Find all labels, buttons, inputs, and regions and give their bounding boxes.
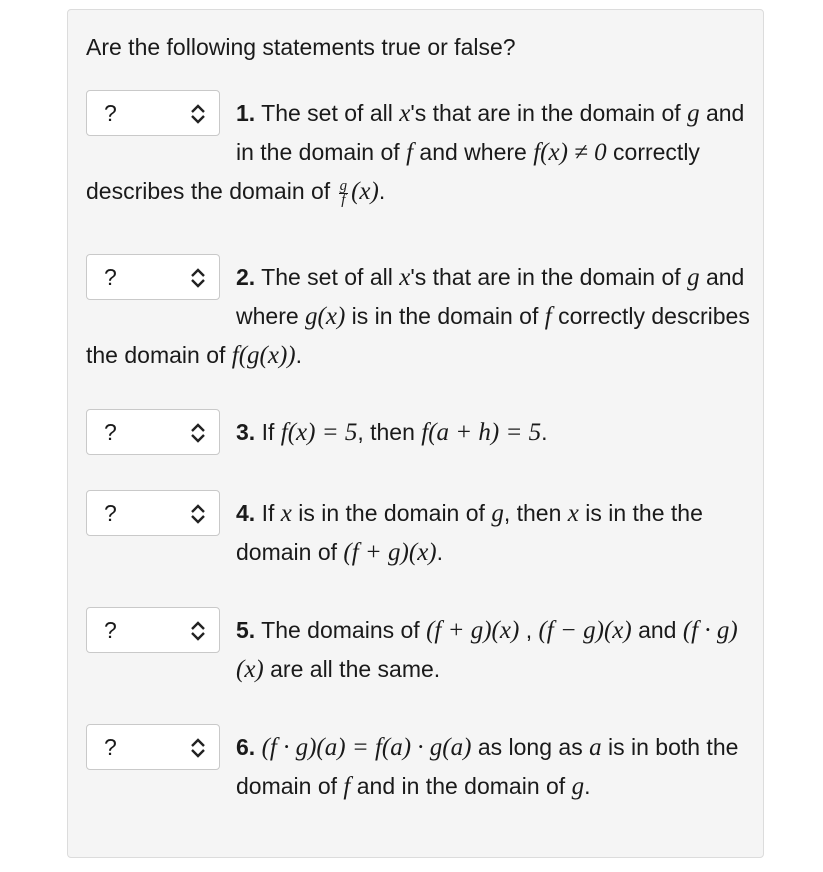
select-value: ?	[104, 734, 117, 760]
answer-select-3[interactable]	[86, 409, 220, 455]
question-2	[86, 254, 751, 375]
answer-select-2[interactable]	[86, 254, 220, 300]
instructions: Are the following statements true or false?	[86, 34, 516, 60]
question-text: 4. If x is in the domain of g, then x is in the the domain of (f + g)(x).	[236, 500, 703, 566]
select-arrows-icon	[189, 423, 207, 443]
select-value: ?	[104, 617, 117, 643]
question-text: 5. The domains of (f + g)(x) , (f − g)(x) and (f · g)(x) are all the same.	[236, 617, 738, 683]
question-3	[86, 409, 751, 455]
question-6	[86, 724, 751, 806]
question-panel	[67, 9, 764, 858]
select-arrows-icon	[189, 268, 207, 288]
answer-select-4[interactable]	[86, 490, 220, 536]
select-arrows-icon	[189, 621, 207, 641]
fraction-g-over-f: $\frac{g}{f}$	[339, 177, 348, 208]
select-value: ?	[104, 500, 117, 526]
question-1	[86, 90, 751, 211]
answer-select-5[interactable]	[86, 607, 220, 653]
select-arrows-icon	[189, 504, 207, 524]
question-4	[86, 490, 751, 572]
select-arrows-icon	[189, 104, 207, 124]
question-text: 1. The set of all x's that are in the domain of g and in the domain of f and where f(x) ≠ 0 correctly describes the domain of $\frac{g}{f}$ (x).	[86, 100, 745, 208]
answer-select-1[interactable]	[86, 90, 220, 136]
select-value: ?	[104, 100, 117, 126]
select-value: ?	[104, 264, 117, 290]
select-arrows-icon	[189, 738, 207, 758]
question-5	[86, 607, 751, 689]
question-text: 2. The set of all x's that are in the domain of g and where g(x) is in the domain of f correctly describes the domain of f(g(x)).	[86, 264, 750, 369]
answer-select-6[interactable]	[86, 724, 220, 770]
select-value: ?	[104, 419, 117, 445]
question-text: 3. If f(x) = 5, then f(a + h) = 5.	[236, 419, 548, 446]
question-text: 6. (f · g)(a) = f(a) · g(a) as long as a is in both the domain of f and in the domain of g.	[236, 734, 739, 800]
